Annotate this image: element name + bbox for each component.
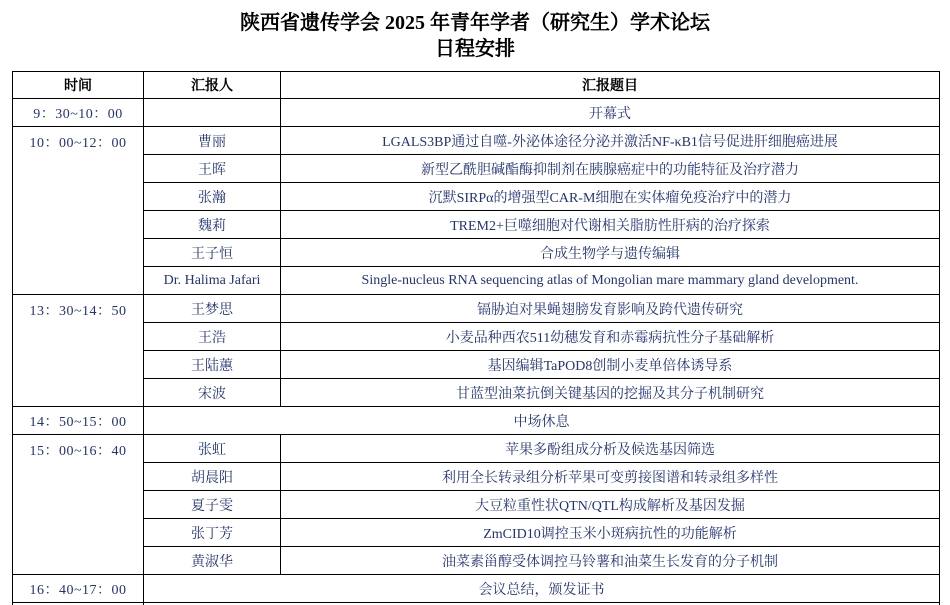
table-row bbox=[13, 379, 940, 407]
presenter-cell: 张瀚 bbox=[144, 183, 281, 211]
title-cell: LGALS3BP通过自噬-外泌体途径分泌并激活NF-κB1信号促进肝细胞癌进展 bbox=[281, 127, 940, 155]
table-row bbox=[13, 407, 940, 435]
time-cell: 14：50~15：00 bbox=[13, 407, 144, 435]
presenter-cell: 魏莉 bbox=[144, 211, 281, 239]
header-cell-title: 汇报题目 bbox=[281, 72, 940, 99]
header-cell-time: 时间 bbox=[13, 72, 144, 99]
header-cell-presenter: 汇报人 bbox=[144, 72, 281, 99]
table-row bbox=[13, 547, 940, 575]
presenter-cell: 王梦思 bbox=[144, 295, 281, 323]
table-row bbox=[13, 267, 940, 295]
title-cell: 小麦品种西农511幼穗发育和赤霉病抗性分子基础解析 bbox=[281, 323, 940, 351]
presenter-cell: 胡晨阳 bbox=[144, 463, 281, 491]
time-cell: 16：40~17：00 bbox=[13, 575, 144, 603]
page-title: 陕西省遗传学会 2025 年青年学者（研究生）学术论坛 bbox=[240, 12, 710, 34]
table-row bbox=[13, 351, 940, 379]
presenter-cell: 王浩 bbox=[144, 323, 281, 351]
presenter-cell: 曹丽 bbox=[144, 127, 281, 155]
table-row bbox=[13, 323, 940, 351]
table-row bbox=[13, 435, 940, 463]
time-cell: 15：00~16：40 bbox=[13, 435, 144, 575]
table-row bbox=[13, 491, 940, 519]
title-cell: 油菜素甾醇受体调控马铃薯和油菜生长发育的分子机制 bbox=[281, 547, 940, 575]
title-cell: 沉默SIRPα的增强型CAR-M细胞在实体瘤免疫治疗中的潜力 bbox=[281, 183, 940, 211]
title-cell: 会议总结，颁发证书 bbox=[144, 575, 940, 603]
presenter-cell: 王子恒 bbox=[144, 239, 281, 267]
table-row bbox=[13, 155, 940, 183]
title-cell: 苹果多酚组成分析及候选基因筛选 bbox=[281, 435, 940, 463]
table-row bbox=[13, 183, 940, 211]
title-cell: 新型乙酰胆碱酯酶抑制剂在胰腺癌症中的功能特征及治疗潜力 bbox=[281, 155, 940, 183]
presenter-cell: Dr. Halima Jafari bbox=[144, 267, 281, 295]
presenter-cell: 宋波 bbox=[144, 379, 281, 407]
title-cell: 利用全长转录组分析苹果可变剪接图谱和转录组多样性 bbox=[281, 463, 940, 491]
table-row bbox=[13, 575, 940, 603]
presenter-cell: 张虹 bbox=[144, 435, 281, 463]
time-cell: 9：30~10：00 bbox=[13, 99, 144, 127]
time-cell: 10：00~12：00 bbox=[13, 127, 144, 295]
presenter-cell: 黄淑华 bbox=[144, 547, 281, 575]
presenter-cell bbox=[144, 99, 281, 127]
time-cell: 13：30~14：50 bbox=[13, 295, 144, 407]
title-cell: 甘蓝型油菜抗倒关键基因的挖掘及其分子机制研究 bbox=[281, 379, 940, 407]
title-cell: 基因编辑TaPOD8创制小麦单倍体诱导系 bbox=[281, 351, 940, 379]
page-subtitle: 日程安排 bbox=[435, 38, 515, 60]
table-row bbox=[13, 295, 940, 323]
presenter-cell: 王晖 bbox=[144, 155, 281, 183]
table-row bbox=[13, 211, 940, 239]
table-row bbox=[13, 127, 940, 155]
schedule-table-body bbox=[13, 72, 940, 605]
table-row bbox=[13, 99, 940, 127]
title-cell: 大豆粒重性状QTN/QTL构成解析及基因发掘 bbox=[281, 491, 940, 519]
schedule-table bbox=[12, 71, 940, 605]
presenter-cell: 张丁芳 bbox=[144, 519, 281, 547]
presenter-cell: 王陆蕙 bbox=[144, 351, 281, 379]
title-cell: 合成生物学与遗传编辑 bbox=[281, 239, 940, 267]
title-cell: 中场休息 bbox=[144, 407, 940, 435]
table-row bbox=[13, 239, 940, 267]
title-cell: ZmCID10调控玉米小斑病抗性的功能解析 bbox=[281, 519, 940, 547]
title-cell: 镉胁迫对果蝇翅膀发育影响及跨代遗传研究 bbox=[281, 295, 940, 323]
table-row bbox=[13, 519, 940, 547]
header-row bbox=[13, 72, 940, 99]
table-row bbox=[13, 463, 940, 491]
title-cell: 开幕式 bbox=[281, 99, 940, 127]
title-cell: TREM2+巨噬细胞对代谢相关脂肪性肝病的治疗探索 bbox=[281, 211, 940, 239]
presenter-cell: 夏子雯 bbox=[144, 491, 281, 519]
title-cell: Single-nucleus RNA sequencing atlas of Mongolian mare mammary gland development. bbox=[281, 267, 940, 295]
